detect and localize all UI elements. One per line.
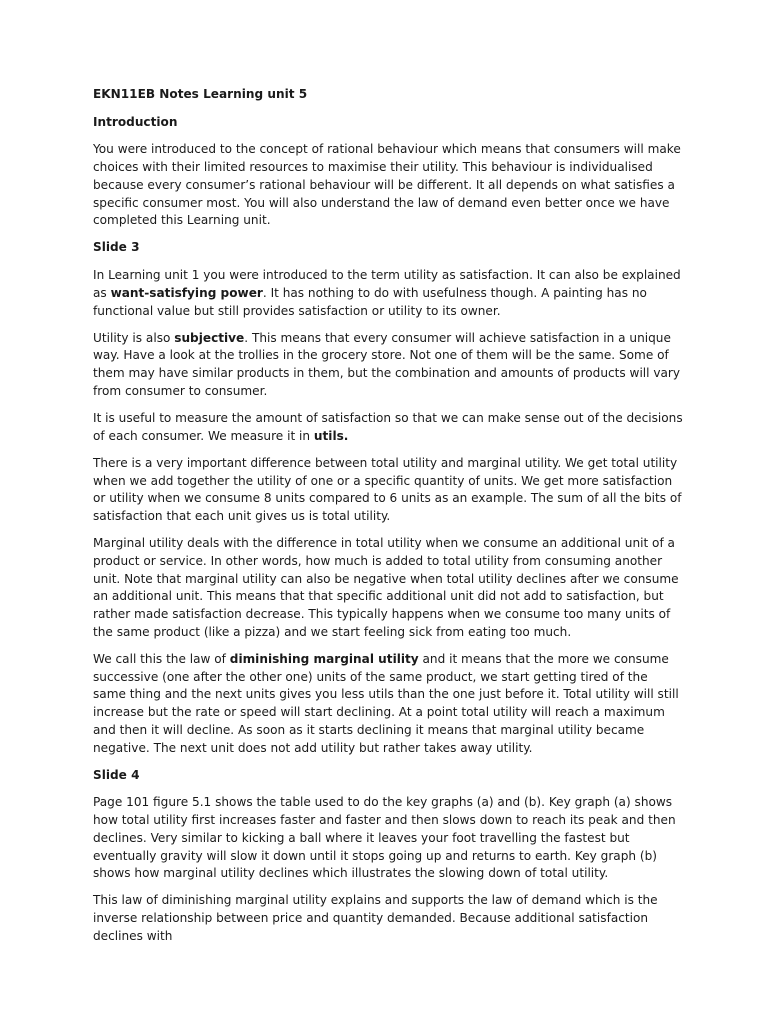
slide-3-heading: Slide 3 bbox=[93, 240, 140, 255]
introduction-heading: Introduction bbox=[93, 114, 178, 129]
paragraph-text: It is useful to measure the amount of satisfaction so that we can make sense out of the decisions of each consumer. We measure it in bbox=[93, 411, 683, 443]
bold-term: utils. bbox=[313, 428, 349, 443]
subjective-utility-paragraph bbox=[93, 330, 683, 401]
law-of-demand-paragraph: This law of diminishing marginal utility explains and supports the law of demand which is the inverse relationship between price and quantity demanded. Because additional satisfaction declines with bbox=[93, 893, 658, 943]
document-title: EKN11EB Notes Learning unit 5 bbox=[93, 87, 308, 101]
key-graphs-paragraph: Page 101 figure 5.1 shows the table used to do the key graphs (a) and (b). Key graph (a) shows how total utility first increases faster and faster and then slows down to reach its peak and then declines. Very similar to kicking a ball where it leaves your foot travelling the fastest but eventually gravity will slow it down until it stops going up and returns to earth. Key graph (b) shows how marginal utility declines which illustrates the slowing down of total utility. bbox=[93, 795, 676, 881]
paragraph-text: . It has nothing to do with usefulness though. A painting has no functional value but still provides satisfaction or utility to its owner. bbox=[93, 285, 647, 318]
bold-term: want-satisfying power bbox=[110, 285, 263, 300]
slide-4-heading: Slide 4 bbox=[93, 767, 140, 782]
diminishing-marginal-utility-paragraph bbox=[93, 651, 683, 757]
paragraph-text: Utility is also bbox=[93, 330, 175, 345]
document-page bbox=[93, 86, 683, 955]
paragraph-text: In Learning unit 1 you were introduced to the term utility as satisfaction. It can also be explained as bbox=[93, 268, 681, 300]
bold-term: diminishing marginal utility bbox=[229, 651, 419, 666]
marginal-utility-paragraph: Marginal utility deals with the difference in total utility when we consume an additional unit of a product or service. In other words, how much is added to total utility from consuming another unit. Note that marginal utility can also be negative when total utility declines after we consume an additional unit. This means that that specific additional unit did not add to satisfaction, but rather made satisfaction decrease. This typically happens when we consume too many units of the same product (like a pizza) and we start feeling sick from eating too much. bbox=[93, 536, 679, 639]
total-utility-paragraph: There is a very important difference between total utility and marginal utility. We get total utility when we add together the utility of one or a specific quantity of units. We get more satisfaction or utility when we consume 8 units compared to 6 units as an example. The sum of all the bits of satisfaction that each unit gives us is total utility. bbox=[93, 455, 682, 524]
bold-term: subjective bbox=[174, 330, 245, 345]
utils-paragraph bbox=[93, 410, 683, 445]
utility-definition-paragraph bbox=[93, 267, 683, 320]
paragraph-text: We call this the law of bbox=[93, 651, 230, 666]
introduction-paragraph: You were introduced to the concept of rational behaviour which means that consumers will make choices with their limited resources to maximise their utility. This behaviour is individualised because every consumer’s rational behaviour will be different. It all depends on what satisfies a specific consumer most. You will also understand the law of demand even better once we have completed this Learning unit. bbox=[93, 142, 681, 228]
paragraph-text: . This means that every consumer will achieve satisfaction in a unique way. Have a look at the trollies in the grocery store. Not one of them will be the same. Some of them may have similar products in them, but the combination and amounts of products will vary from consumer to consumer. bbox=[93, 330, 681, 398]
paragraph-text: and it means that the more we consume successive (one after the other one) units of the same product, we start getting tired of the same thing and the next units gives you less utils than the one just before it. Total utility will still increase but the rate or speed will start declining. At a point total utility will reach a maximum and then it will decline. As soon as it starts declining it means that marginal utility became negative. The next unit does not add utility but rather takes away utility. bbox=[93, 651, 679, 755]
